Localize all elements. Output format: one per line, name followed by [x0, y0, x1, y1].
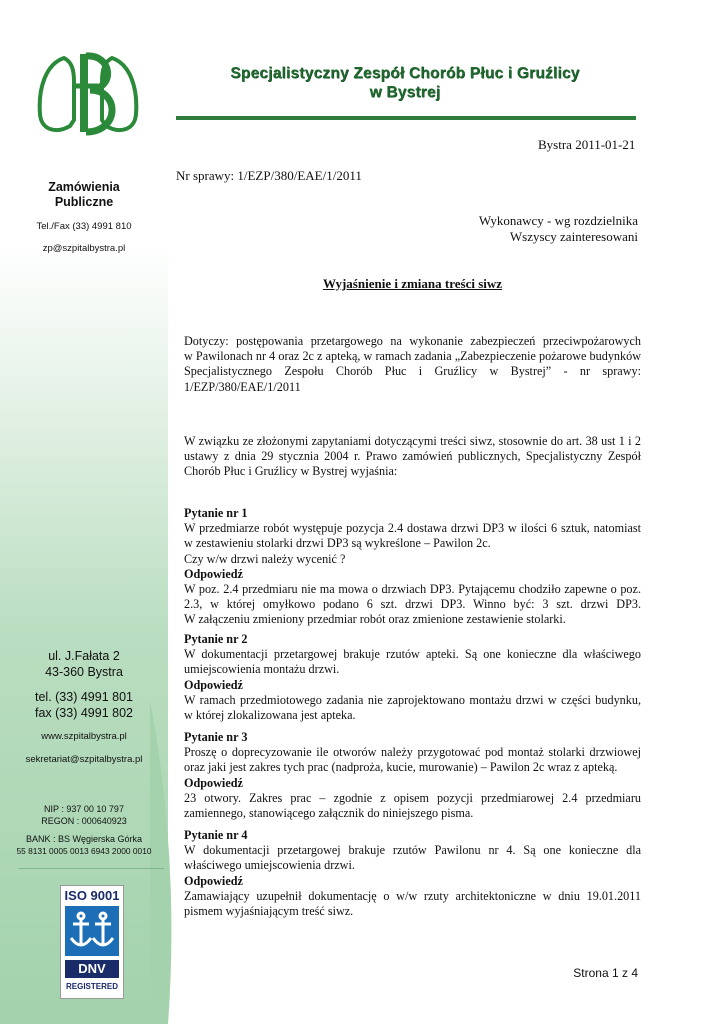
answer-4-title: Odpowiedź [184, 873, 243, 888]
answer-3-title: Odpowiedź [184, 775, 243, 790]
address-block: ul. J.Fałata 2 43-360 Bystra [45, 649, 123, 679]
sidebar-divider [18, 868, 164, 869]
question-3-title: Pytanie nr 3 [184, 730, 248, 744]
website-link[interactable]: www.szpitalbystra.pl [41, 731, 127, 742]
question-2-title: Pytanie nr 2 [184, 632, 248, 646]
sidebar-panel [0, 0, 168, 1024]
question-3-section: Pytanie nr 3 Proszę o doprecyzowanie ile otworów należy przygotować pod montaż stolarki drzwiowej oraz jaki jest zakres tych prac (nadproża, kucie, murowanie) – Pawilon 2c wraz z apteką. Odpowiedź 23 otwory. Zakres prac – zgodnie z opisem pozycji przedmiarowej 2.4 przedmiaru zamiennego, stanowiącego załącznik do niniejszego pisma. [184, 730, 641, 821]
department-email[interactable]: zp@szpitalbystra.pl [42, 243, 126, 254]
department-telfax: Tel./Fax (33) 4991 810 [36, 221, 132, 232]
document-date: Bystra 2011-01-21 [538, 137, 636, 152]
recipients: Wykonawcy - wg rozdzielnika Wszyscy zainteresowani [478, 213, 638, 244]
question-4-section: Pytanie nr 4 W dokumentacji przetargowej brakuje rzutów Pawilonu nr 4. Są one konieczne dla właściwego umiejscowienia drzwi. Odpowiedź Zamawiający uzupełnił dokumentację o w/w rzuty architektoniczne w dniu 19.01.2011 pismem wyjaśniającym treść siwz. [184, 828, 641, 919]
answer-1-title: Odpowiedź [184, 566, 243, 581]
iso-certificate-badge [60, 885, 124, 999]
header-divider [176, 116, 636, 120]
bank-info: BANK : BS Węgierska Górka 55 8131 0005 0013 6943 2000 0010 [16, 834, 152, 856]
answer-2-title: Odpowiedź [184, 677, 243, 692]
registered-label: REGISTERED [65, 982, 118, 991]
department-name: Zamówienia Publiczne [48, 180, 120, 209]
institution-title: Specjalistyczny Zespół Chorób Płuc i Gruźlicy w Bystrej [230, 65, 580, 101]
intro-paragraph: W związku ze złożonymi zapytaniami dotyczącymi treści siwz, stosownie do art. 38 ust 1 i 2 ustawy z dnia 29 stycznia 2004 r. Prawo zamówień publicznych, Specjalistyczny Zespół Chorób Płuc i Gruźlicy w Bystrej wyjaśnia: [184, 434, 641, 479]
secretariat-email[interactable]: sekretariat@szpitalbystra.pl [25, 754, 143, 765]
page-number: Strona 1 z 4 [573, 966, 638, 980]
registry-numbers: NIP : 937 00 10 797 REGON : 000640923 [41, 804, 127, 826]
concerns-paragraph: Dotyczy: postępowania przetargowego na wykonanie zabezpieczeń przeciwpożarowych w Pawilonach nr 4 oraz 2c z apteką, w ramach zadania „Zabezpieczenie pożarowe budynków Specjalistycznego Zespołu Chorób Płuc i Gruźlicy w Bystrej” - nr sprawy: 1/EZP/380/EAE/1/2011 [184, 334, 641, 394]
question-2-section: Pytanie nr 2 W dokumentacji przetargowej brakuje rzutów apteki. Są one konieczne dla właściwego umiejscowienia montażu drzwi. Odpowiedź W ramach przedmiotowego zadania nie zaprojektowano montażu drzwi w części budynku, w której zlokalizowana jest apteka. [184, 632, 641, 723]
dnv-label: DNV [65, 960, 119, 978]
question-4-title: Pytanie nr 4 [184, 828, 248, 842]
case-number: Nr sprawy: 1/EZP/380/EAE/1/2011 [176, 168, 362, 183]
phone-block: tel. (33) 4991 801 fax (33) 4991 802 [35, 690, 133, 720]
question-1-section: Pytanie nr 1 W przedmiarze robót występuje pozycja 2.4 dostawa drzwi DP3 w ilości 6 sztuk, natomiast w zestawieniu stolarki drzwi DP3 są wykreślone – Pawilon 2c. Czy w/w drzwi należy wycenić ? Odpowiedź W poz. 2.4 przedmiaru nie ma mowa o drzwiach DP3. Pytającemu chodziło zapewne o poz. 2.3, w której omyłkowo podano 6 szt. drzwi DP3. Winno być: 3 szt. drzwi DP3. W załączeniu zmieniony przedmiar robót oraz zmienione zestawienie stolarki. [184, 506, 641, 627]
anchor-icon [65, 906, 119, 956]
document-subject: Wyjaśnienie i zmiana treści siwz [322, 276, 503, 291]
iso-label: ISO 9001 [64, 888, 120, 903]
lungs-cross-b-logo-icon [34, 48, 142, 138]
question-1-title: Pytanie nr 1 [184, 506, 248, 520]
